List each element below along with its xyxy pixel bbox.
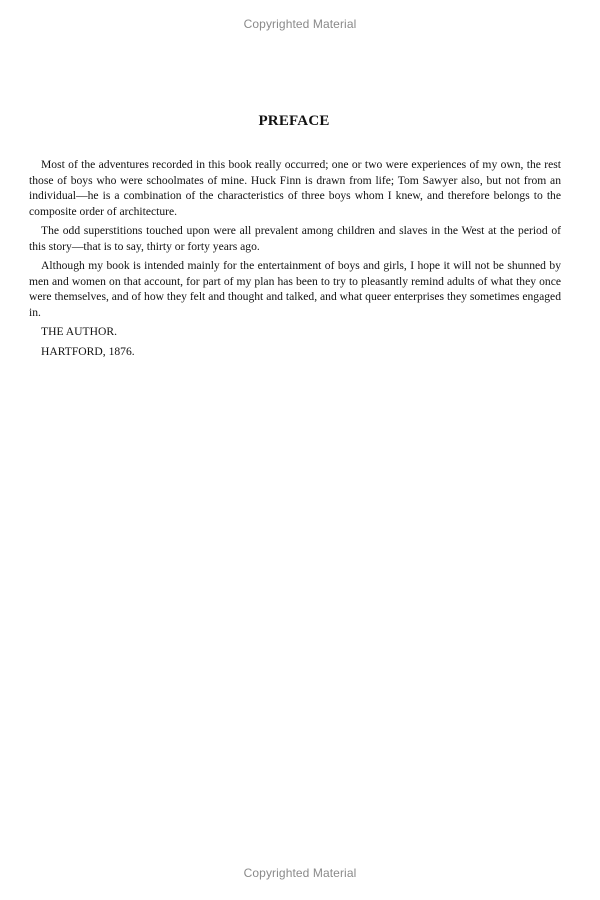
place-date: HARTFORD, 1876. — [41, 344, 135, 358]
copyright-watermark-top: Copyrighted Material — [243, 17, 357, 31]
copyright-watermark-bottom: Copyrighted Material — [243, 866, 357, 880]
preface-paragraph-1: Most of the adventures recorded in this book really occurred; one or two were experiences of my own, the rest those of boys who were schoolmates of mine. Huck Finn is drawn from life; Tom Sawyer also, but not from an individual—he is a combination of the characteristics of three boys whom I knew, and therefore belongs to the composite order of architecture. — [29, 158, 561, 218]
preface-paragraph-3: Although my book is intended mainly for the entertainment of boys and girls, I hope it will not be shunned by men and women on that account, for part of my plan has been to try to pleasantly remind adults of what they once were themselves, and of how they felt and thought and talked, and what queer enterprises they sometimes engaged in. — [29, 259, 561, 319]
page-title: PREFACE — [258, 113, 330, 130]
author-signature: THE AUTHOR. — [41, 325, 117, 339]
preface-body — [29, 157, 561, 363]
preface-paragraph-2: The odd superstitions touched upon were all prevalent among children and slaves in the West at the period of this story—that is to say, thirty or forty years ago. — [29, 224, 561, 253]
